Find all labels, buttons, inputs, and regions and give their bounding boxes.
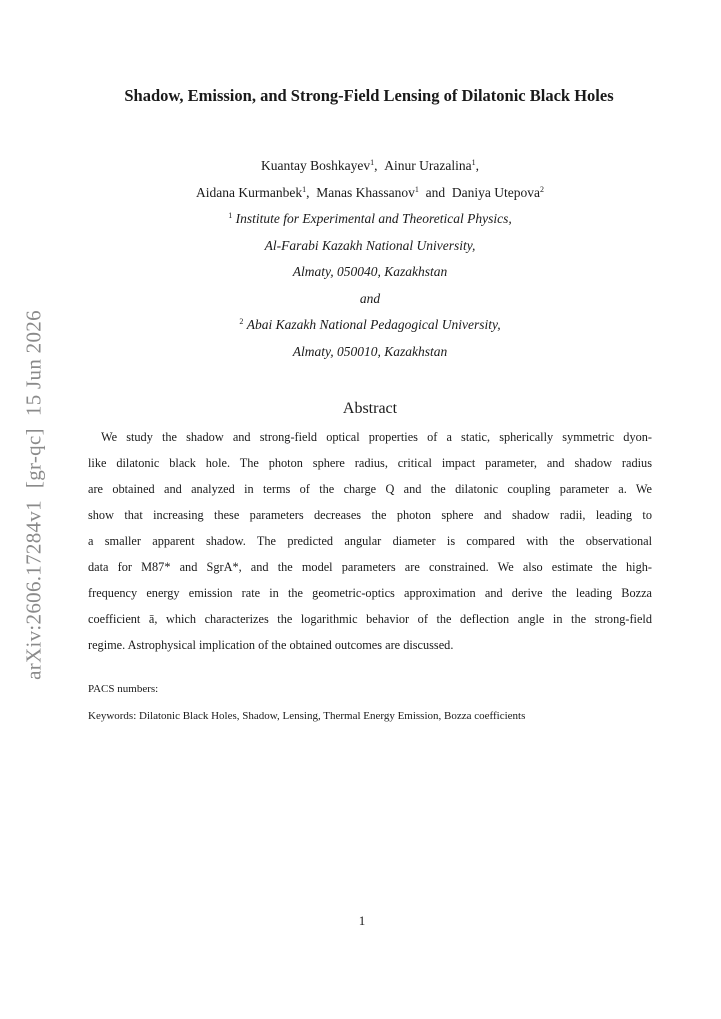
author-name: Kuantay Boshkayev <box>261 158 371 173</box>
affiliation-joiner: and <box>359 291 381 306</box>
abstract-line: regime. Astrophysical implication of the obtained outcomes are discussed. <box>88 638 454 652</box>
author-name: Ainur Urazalina <box>384 158 472 173</box>
page-number: 1 <box>358 913 366 928</box>
author-affiliation-marker: 1 <box>414 185 419 194</box>
abstract-line: coefficient ā, which characterizes the logarithmic behavior of the deflection angle in the strong-field <box>88 612 652 626</box>
abstract-line: like dilatonic black hole. The photon sphere radius, critical impact parameter, and shadow radius <box>88 456 652 470</box>
paper-title: Shadow, Emission, and Strong-Field Lensing of Dilatonic Black Holes <box>124 86 614 105</box>
abstract-heading: Abstract <box>342 400 398 417</box>
abstract-line: We study the shadow and strong-field optical properties of a static, spherically symmetric dyon- <box>101 430 652 444</box>
pacs-numbers: PACS numbers: <box>88 683 159 695</box>
keywords: Keywords: Dilatonic Black Holes, Shadow, Lensing, Thermal Energy Emission, Bozza coefficients <box>88 710 526 722</box>
abstract-line: show that increasing these parameters decreases the photon sphere and shadow radii, leading to <box>88 508 652 522</box>
affiliation-1-line-1: $^1$ Institute for Experimental and Theoretical Physics, <box>228 211 512 226</box>
author-line-1: Kuantay Boshkayev$^1$, Ainur Urazalina$^1$, <box>261 158 479 173</box>
affiliation-marker: 2 <box>239 317 244 326</box>
affiliation-marker: 1 <box>228 211 233 220</box>
arxiv-category: [gr-qc] <box>21 428 46 489</box>
affiliation-2-line-2: Almaty, 050010, Kazakhstan <box>292 344 448 359</box>
author-affiliation-marker: 2 <box>539 185 544 194</box>
abstract-line: are obtained and analyzed in terms of the charge Q and the dilatonic coupling parameter a. We <box>88 482 652 496</box>
abstract-line: a smaller apparent shadow. The predicted angular diameter is compared with the observational <box>88 534 652 548</box>
affiliation-1-line-3: Almaty, 050040, Kazakhstan <box>292 264 448 279</box>
arxiv-id: arXiv:2606.17284v1 <box>21 500 46 680</box>
abstract-line: frequency energy emission rate in the geometric-optics approximation and derive the leading Bozza <box>88 586 652 600</box>
author-affiliation-marker: 1 <box>370 158 375 167</box>
arxiv-sidebar-stamp <box>22 310 47 680</box>
arxiv-date: 15 Jun 2026 <box>21 310 46 417</box>
affiliation-2-line-1: $^2$ Abai Kazakh National Pedagogical University, <box>239 317 501 332</box>
author-name: Aidana Kurmanbek <box>196 185 303 200</box>
author-name: Manas Khassanov <box>316 185 415 200</box>
author-line-2: Aidana Kurmanbek$^1$, Manas Khassanov$^1$ and Daniya Utepova$^2$ <box>196 185 544 200</box>
author-name: Daniya Utepova <box>451 185 540 200</box>
abstract-line: data for M87* and SgrA*, and the model parameters are constrained. We also estimate the high- <box>88 560 652 574</box>
affiliation-1-line-2: Al-Farabi Kazakh National University, <box>264 238 476 253</box>
author-affiliation-marker: 1 <box>302 185 307 194</box>
author-affiliation-marker: 1 <box>471 158 476 167</box>
